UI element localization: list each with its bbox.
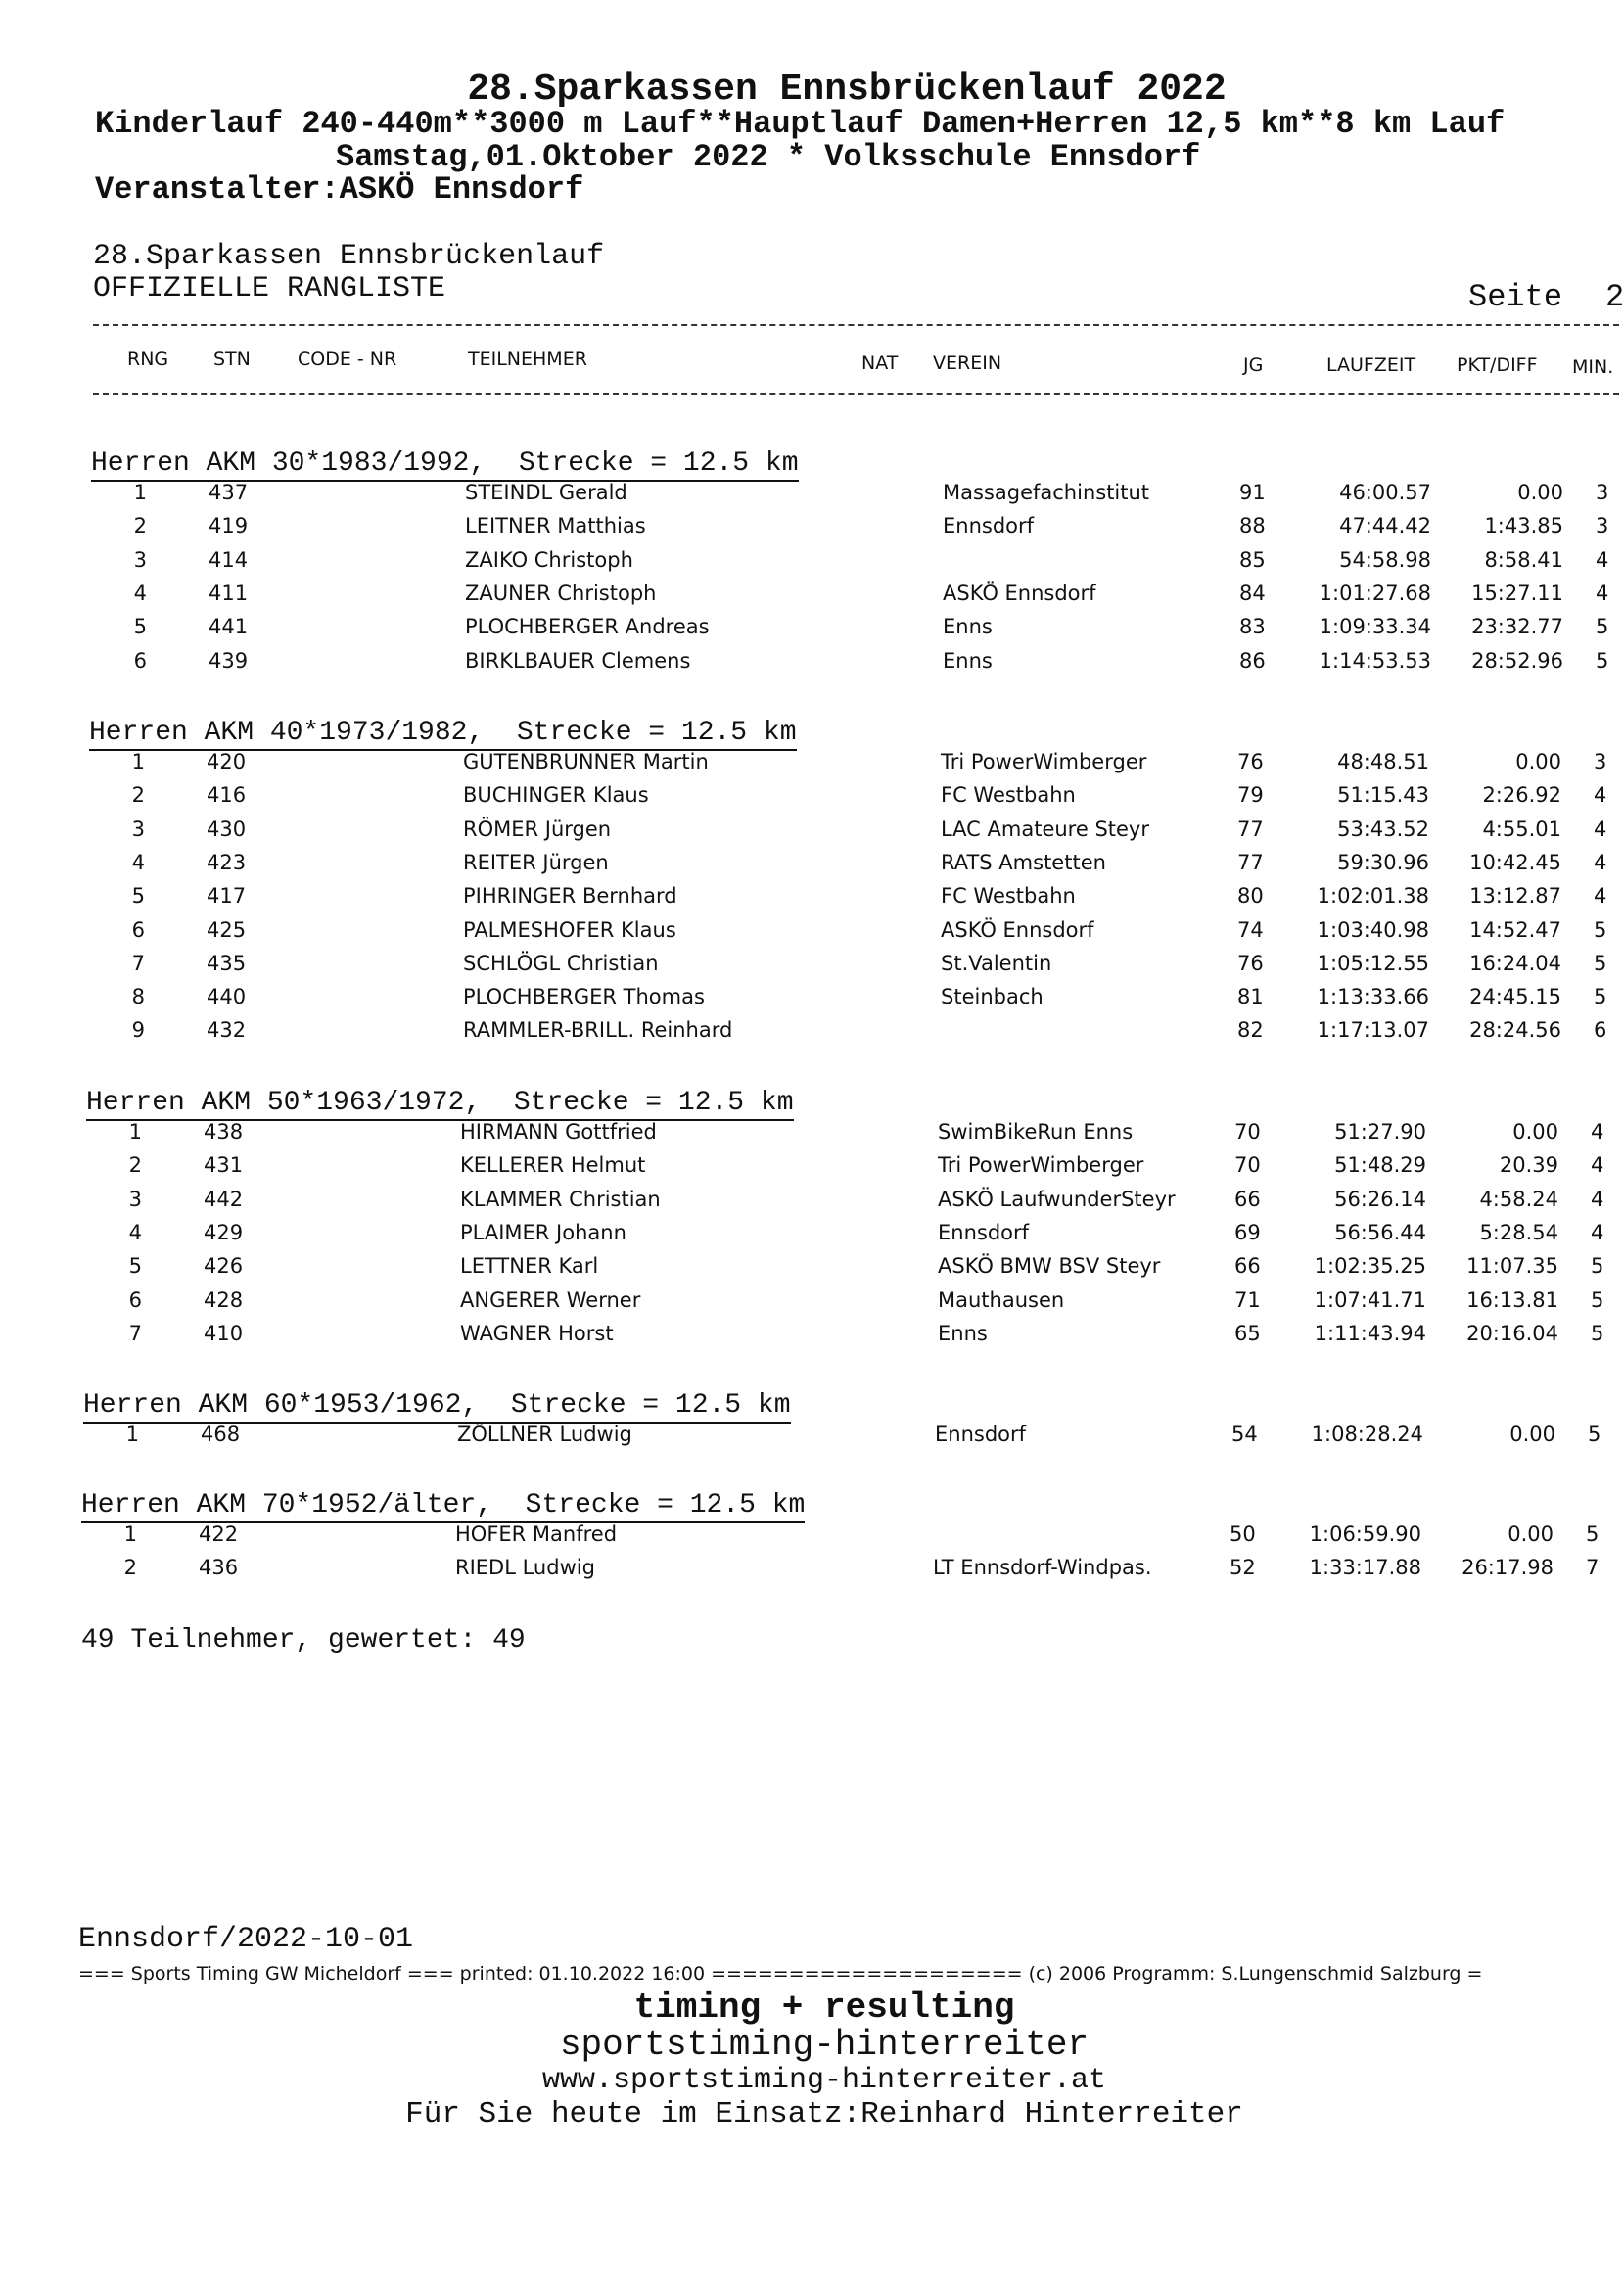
birth-year: 69: [1234, 1220, 1261, 1244]
time-difference: 0.00: [1517, 481, 1563, 504]
pace-minutes: 4: [1591, 1120, 1604, 1144]
participant-name: PLOCHBERGER Andreas: [465, 615, 710, 639]
start-number: 441: [209, 615, 249, 639]
birth-year: 81: [1237, 985, 1264, 1009]
result-row: [0, 750, 1619, 779]
time-difference: 13:12.87: [1469, 884, 1561, 909]
birth-year: 50: [1230, 1522, 1256, 1546]
participant-name: LEITNER Matthias: [465, 514, 646, 538]
pace-minutes: 7: [1586, 1556, 1600, 1580]
finish-time: 54:58.98: [1339, 547, 1431, 572]
rank: 1: [123, 1522, 137, 1546]
pace-minutes: 4: [1591, 1187, 1604, 1211]
pace-minutes: 3: [1594, 750, 1607, 773]
start-number: 414: [209, 547, 249, 572]
finish-time: 1:33:17.88: [1309, 1556, 1421, 1580]
birth-year: 70: [1234, 1120, 1261, 1144]
brand-name: sportstiming-hinterreiter: [559, 2025, 1090, 2065]
start-number: 411: [209, 581, 249, 605]
time-difference: 10:42.45: [1469, 850, 1561, 874]
event-name: 28.Sparkassen Ennsbrückenlauf: [93, 240, 605, 273]
pace-minutes: 5: [1596, 648, 1609, 673]
place-date: Ennsdorf/2022-10-01: [78, 1923, 414, 1956]
pace-minutes: 4: [1591, 1153, 1604, 1178]
time-difference: 26:17.98: [1462, 1556, 1554, 1580]
finish-time: 1:01:27.68: [1319, 581, 1431, 605]
pace-minutes: 3: [1596, 481, 1609, 504]
pace-minutes: 5: [1588, 1423, 1601, 1446]
rank: 3: [128, 1187, 142, 1211]
club-name: ASKÖ Ennsdorf: [941, 917, 1094, 942]
time-difference: 2:26.92: [1482, 783, 1561, 808]
club-name: Ennsdorf: [935, 1423, 1027, 1446]
birth-year: 91: [1239, 481, 1266, 504]
finish-time: 51:15.43: [1337, 783, 1429, 808]
pace-minutes: 5: [1591, 1254, 1604, 1279]
pace-minutes: 5: [1591, 1287, 1604, 1312]
result-row: [0, 1221, 1619, 1250]
event-date-venue: Samstag,01.Oktober 2022 * Volksschule Ennsdorf: [336, 139, 1201, 175]
pace-minutes: 6: [1594, 1018, 1607, 1043]
birth-year: 79: [1237, 783, 1264, 808]
finish-time: 1:03:40.98: [1317, 917, 1429, 942]
birth-year: 82: [1237, 1018, 1264, 1043]
participant-name: REITER Jürgen: [463, 850, 609, 874]
result-row: [0, 918, 1619, 948]
time-difference: 1:43.85: [1484, 514, 1563, 538]
finish-time: 51:27.90: [1334, 1120, 1426, 1144]
pace-minutes: 4: [1596, 547, 1609, 572]
finish-time: 51:48.29: [1334, 1153, 1426, 1178]
finish-time: 48:48.51: [1337, 750, 1429, 773]
header-divider-bottom: [93, 393, 1619, 395]
pace-minutes: 5: [1594, 917, 1607, 942]
finish-time: 56:56.44: [1334, 1220, 1426, 1244]
start-number: 431: [204, 1153, 244, 1178]
section-title: Herren AKM 60*1953/1962, Strecke = 12.5 km: [83, 1390, 791, 1424]
rank: 3: [133, 547, 147, 572]
start-number: 429: [204, 1220, 244, 1244]
rank: 6: [131, 917, 145, 942]
start-number: 417: [207, 884, 247, 909]
section-title: Herren AKM 40*1973/1982, Strecke = 12.5 km: [89, 718, 797, 751]
result-row: [0, 818, 1619, 847]
result-row: [0, 1423, 1619, 1452]
participant-name: RAMMLER-BRILL. Reinhard: [463, 1018, 733, 1043]
start-number: 419: [209, 514, 249, 538]
club-name: ASKÖ Ennsdorf: [943, 581, 1096, 605]
birth-year: 66: [1234, 1254, 1261, 1279]
time-difference: 28:24.56: [1469, 1018, 1561, 1043]
brand-timing: timing + resulting: [633, 1987, 1015, 2028]
col-stn: STN: [213, 349, 251, 370]
club-name: Ennsdorf: [938, 1220, 1030, 1244]
start-number: 440: [207, 985, 247, 1009]
birth-year: 86: [1239, 648, 1266, 673]
page-number: 2: [1605, 279, 1624, 315]
time-difference: 23:32.77: [1471, 615, 1563, 639]
rank: 6: [133, 648, 147, 673]
participant-name: LETTNER Karl: [460, 1254, 599, 1279]
pace-minutes: 5: [1596, 615, 1609, 639]
participant-name: RÖMER Jürgen: [463, 817, 612, 841]
rank: 1: [128, 1120, 142, 1144]
result-row: [0, 1288, 1619, 1318]
finish-time: 1:02:35.25: [1314, 1254, 1426, 1279]
pace-minutes: 4: [1594, 850, 1607, 874]
time-difference: 20:16.04: [1466, 1321, 1558, 1345]
start-number: 428: [204, 1287, 244, 1312]
participant-name: PLAIMER Johann: [460, 1220, 626, 1244]
brand-url: www.sportstiming-hinterreiter.at: [541, 2064, 1107, 2097]
club-name: RATS Amstetten: [941, 850, 1106, 874]
result-row: [0, 1322, 1619, 1351]
birth-year: 83: [1239, 615, 1266, 639]
participant-name: PLOCHBERGER Thomas: [463, 985, 705, 1009]
birth-year: 80: [1237, 884, 1264, 909]
time-difference: 11:07.35: [1466, 1254, 1558, 1279]
start-number: 432: [207, 1018, 247, 1043]
list-title: OFFIZIELLE RANGLISTE: [93, 272, 446, 305]
time-difference: 5:28.54: [1479, 1220, 1558, 1244]
finish-time: 53:43.52: [1337, 817, 1429, 841]
participant-name: ANGERER Werner: [460, 1287, 641, 1312]
birth-year: 65: [1234, 1321, 1261, 1345]
club-name: Mauthausen: [938, 1287, 1065, 1312]
result-row: [0, 985, 1619, 1014]
finish-time: 46:00.57: [1339, 481, 1431, 504]
finish-time: 1:06:59.90: [1309, 1522, 1421, 1546]
club-name: Enns: [938, 1321, 988, 1345]
club-name: Enns: [943, 648, 993, 673]
club-name: FC Westbahn: [941, 884, 1076, 909]
start-number: 442: [204, 1187, 244, 1211]
time-difference: 16:13.81: [1466, 1287, 1558, 1312]
col-nat: NAT: [861, 352, 899, 374]
finish-time: 1:05:12.55: [1317, 951, 1429, 975]
start-number: 420: [207, 750, 247, 773]
time-difference: 4:58.24: [1479, 1187, 1558, 1211]
time-difference: 4:55.01: [1482, 817, 1561, 841]
finish-time: 1:09:33.34: [1319, 615, 1431, 639]
start-number: 430: [207, 817, 247, 841]
col-time: LAUFZEIT: [1326, 354, 1416, 376]
birth-year: 88: [1239, 514, 1266, 538]
col-jg: JG: [1243, 354, 1264, 376]
finish-time: 1:11:43.94: [1314, 1321, 1426, 1345]
club-name: SwimBikeRun Enns: [938, 1120, 1134, 1144]
rank: 2: [128, 1153, 142, 1178]
pace-minutes: 4: [1591, 1220, 1604, 1244]
club-name: Steinbach: [941, 985, 1044, 1009]
club-name: Tri PowerWimberger: [941, 750, 1147, 773]
participant-name: RIEDL Ludwig: [455, 1556, 595, 1580]
pace-minutes: 4: [1594, 783, 1607, 808]
birth-year: 71: [1234, 1287, 1261, 1312]
result-row: [0, 1254, 1619, 1284]
rank: 7: [128, 1321, 142, 1345]
birth-year: 74: [1237, 917, 1264, 942]
section-title: Herren AKM 30*1983/1992, Strecke = 12.5 km: [91, 448, 799, 482]
rank: 4: [131, 850, 145, 874]
col-min: MIN.: [1572, 356, 1614, 378]
finish-time: 1:02:01.38: [1317, 884, 1429, 909]
rank: 8: [131, 985, 145, 1009]
result-row: [0, 1522, 1619, 1552]
result-row: [0, 952, 1619, 981]
print-info: === Sports Timing GW Micheldorf === printed: 01.10.2022 16:00 ==================== (c) 2006 Programm: S.Lungenschmid Salzburg =: [78, 1963, 1483, 1985]
start-number: 437: [209, 481, 249, 504]
organizer: Veranstalter:ASKÖ Ennsdorf: [95, 171, 584, 208]
participant-name: PALMESHOFER Klaus: [463, 917, 676, 942]
result-row: [0, 783, 1619, 813]
rank: 3: [131, 817, 145, 841]
start-number: 422: [199, 1522, 239, 1546]
result-row: [0, 615, 1619, 644]
finish-time: 1:08:28.24: [1311, 1423, 1423, 1446]
rank: 1: [133, 481, 147, 504]
rank: 5: [133, 615, 147, 639]
start-number: 425: [207, 917, 247, 942]
result-row: [0, 514, 1619, 543]
time-difference: 24:45.15: [1469, 985, 1561, 1009]
birth-year: 76: [1237, 750, 1264, 773]
birth-year: 84: [1239, 581, 1266, 605]
start-number: 416: [207, 783, 247, 808]
participants-summary: 49 Teilnehmer, gewertet: 49: [81, 1625, 526, 1656]
pace-minutes: 5: [1594, 985, 1607, 1009]
header-divider-top: [93, 324, 1619, 326]
club-name: St.Valentin: [941, 951, 1052, 975]
time-difference: 8:58.41: [1484, 547, 1563, 572]
col-club: VEREIN: [933, 352, 1002, 374]
start-number: 410: [204, 1321, 244, 1345]
club-name: FC Westbahn: [941, 783, 1076, 808]
result-row: [0, 582, 1619, 611]
pace-minutes: 4: [1596, 581, 1609, 605]
section-title: Herren AKM 70*1952/älter, Strecke = 12.5 km: [81, 1490, 805, 1523]
time-difference: 28:52.96: [1471, 648, 1563, 673]
start-number: 426: [204, 1254, 244, 1279]
start-number: 436: [199, 1556, 239, 1580]
finish-time: 56:26.14: [1334, 1187, 1426, 1211]
start-number: 435: [207, 951, 247, 975]
result-row: [0, 1188, 1619, 1217]
participant-name: KELLERER Helmut: [460, 1153, 646, 1178]
club-name: ASKÖ LaufwunderSteyr: [938, 1187, 1176, 1211]
time-difference: 16:24.04: [1469, 951, 1561, 975]
finish-time: 47:44.42: [1339, 514, 1431, 538]
participant-name: WAGNER Horst: [460, 1321, 614, 1345]
result-row: [0, 1120, 1619, 1149]
result-row: [0, 851, 1619, 880]
result-row: [0, 1153, 1619, 1183]
result-row: [0, 1018, 1619, 1048]
birth-year: 66: [1234, 1187, 1261, 1211]
finish-time: 59:30.96: [1337, 850, 1429, 874]
club-name: Massagefachinstitut: [943, 481, 1150, 504]
pace-minutes: 5: [1594, 951, 1607, 975]
rank: 6: [128, 1287, 142, 1312]
birth-year: 77: [1237, 850, 1264, 874]
start-number: 438: [204, 1120, 244, 1144]
participant-name: GUTENBRUNNER Martin: [463, 750, 709, 773]
participant-name: STEINDL Gerald: [465, 481, 627, 504]
result-row: [0, 548, 1619, 578]
rank: 2: [123, 1556, 137, 1580]
col-diff: PKT/DIFF: [1457, 354, 1538, 376]
rank: 4: [133, 581, 147, 605]
pace-minutes: 5: [1591, 1321, 1604, 1345]
participant-name: BIRKLBAUER Clemens: [465, 648, 691, 673]
rank: 7: [131, 951, 145, 975]
result-row: [0, 649, 1619, 678]
participant-name: HIRMANN Gottfried: [460, 1120, 657, 1144]
finish-time: 1:07:41.71: [1314, 1287, 1426, 1312]
rank: 1: [131, 750, 145, 773]
birth-year: 54: [1231, 1423, 1258, 1446]
participant-name: ZAUNER Christoph: [465, 581, 657, 605]
start-number: 423: [207, 850, 247, 874]
birth-year: 52: [1230, 1556, 1256, 1580]
time-difference: 0.00: [1509, 1423, 1555, 1446]
pace-minutes: 4: [1594, 817, 1607, 841]
birth-year: 76: [1237, 951, 1264, 975]
col-code: CODE - NR: [298, 349, 397, 370]
col-rng: RNG: [127, 349, 169, 370]
pace-minutes: 3: [1596, 514, 1609, 538]
credit-line: Für Sie heute im Einsatz:Reinhard Hinterreiter: [405, 2097, 1243, 2131]
finish-time: 1:14:53.53: [1319, 648, 1431, 673]
page-label: Seite: [1468, 279, 1563, 315]
result-row: [0, 481, 1619, 510]
finish-time: 1:13:33.66: [1317, 985, 1429, 1009]
participant-name: HOFER Manfred: [455, 1522, 618, 1546]
time-difference: 0.00: [1515, 750, 1561, 773]
rank: 9: [131, 1018, 145, 1043]
club-name: LT Ennsdorf-Windpas.: [933, 1556, 1152, 1580]
participant-name: ZAIKO Christoph: [465, 547, 633, 572]
participant-name: KLAMMER Christian: [460, 1187, 661, 1211]
rank: 5: [131, 884, 145, 909]
pace-minutes: 4: [1594, 884, 1607, 909]
rank: 1: [125, 1423, 139, 1446]
col-name: TEILNEHMER: [468, 349, 587, 370]
time-difference: 0.00: [1508, 1522, 1554, 1546]
finish-time: 1:17:13.07: [1317, 1018, 1429, 1043]
participant-name: ZÖLLNER Ludwig: [457, 1423, 632, 1446]
rank: 5: [128, 1254, 142, 1279]
rank: 4: [128, 1220, 142, 1244]
page-title: 28.Sparkassen Ennsbrückenlauf 2022: [467, 69, 1227, 111]
club-name: LAC Amateure Steyr: [941, 817, 1149, 841]
section-title: Herren AKM 50*1963/1972, Strecke = 12.5 km: [86, 1088, 794, 1121]
rank: 2: [133, 514, 147, 538]
result-row: [0, 1556, 1619, 1585]
participant-name: SCHLÖGL Christian: [463, 951, 659, 975]
birth-year: 85: [1239, 547, 1266, 572]
time-difference: 15:27.11: [1471, 581, 1563, 605]
event-subtitle: Kinderlauf 240-440m**3000 m Lauf**Hauptlauf Damen+Herren 12,5 km**8 km Lauf: [95, 106, 1506, 142]
participant-name: BUCHINGER Klaus: [463, 783, 649, 808]
rank: 2: [131, 783, 145, 808]
time-difference: 14:52.47: [1469, 917, 1561, 942]
participant-name: PIHRINGER Bernhard: [463, 884, 677, 909]
club-name: ASKÖ BMW BSV Steyr: [938, 1254, 1161, 1279]
time-difference: 20.39: [1499, 1153, 1558, 1178]
result-row: [0, 884, 1619, 913]
club-name: Ennsdorf: [943, 514, 1035, 538]
start-number: 468: [201, 1423, 241, 1446]
start-number: 439: [209, 648, 249, 673]
birth-year: 77: [1237, 817, 1264, 841]
club-name: Tri PowerWimberger: [938, 1153, 1144, 1178]
pace-minutes: 5: [1586, 1522, 1600, 1546]
time-difference: 0.00: [1512, 1120, 1558, 1144]
club-name: Enns: [943, 615, 993, 639]
birth-year: 70: [1234, 1153, 1261, 1178]
